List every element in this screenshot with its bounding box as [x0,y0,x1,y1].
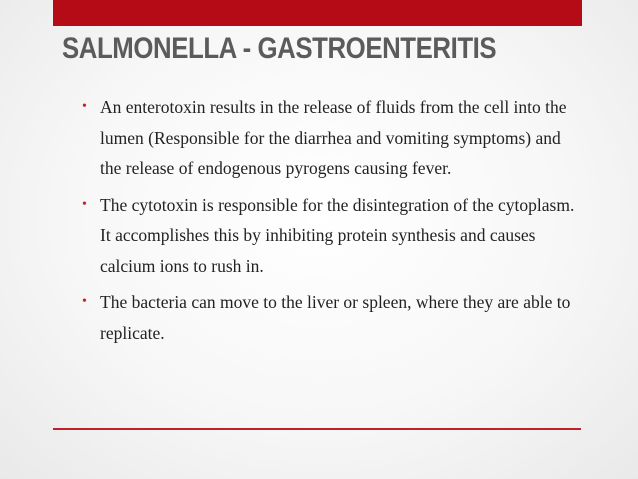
bullet-item [82,92,582,184]
slide-title: SALMONELLA - GASTROENTERITIS [62,32,497,65]
bullet-item [82,287,582,348]
bullet-item [82,190,582,282]
bullet-text: The bacteria can move to the liver or spleen, where they are able to replicate. [100,292,571,343]
bullet-dot-icon: • [82,196,87,212]
bottom-divider [53,428,581,430]
bullet-dot-icon: • [82,99,87,114]
bullet-dot-icon: • [82,294,87,309]
bullet-list [82,92,582,354]
top-accent-bar [53,0,582,26]
bullet-text: An enterotoxin results in the release of fluids from the cell into the lumen (Responsible for the diarrhea and vomiting symptoms) and the release of endogenous pyrogens causing fever. [100,97,567,178]
bullet-text: The cytotoxin is responsible for the disintegration of the cytoplasm. It accomplishes this by inhibiting protein synthesis and causes calcium ions to rush in. [100,194,575,276]
